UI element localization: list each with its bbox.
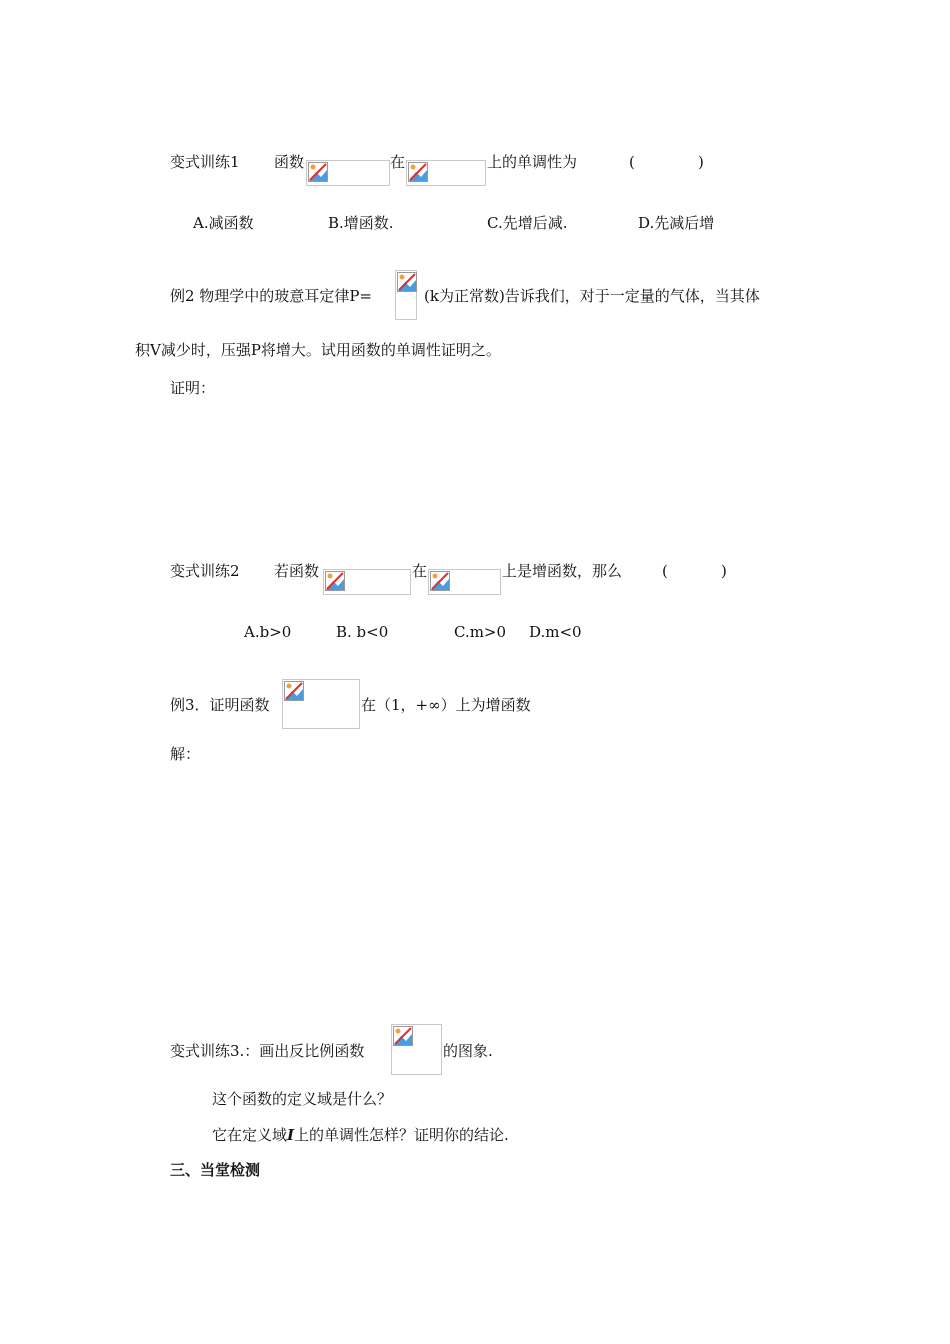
v1-text-function: 函数 [274, 153, 305, 171]
v1-option-d: D.先减后增 [638, 214, 715, 232]
ex3-formula-image [282, 679, 360, 729]
broken-image-icon [397, 272, 417, 292]
v3-text-end: 的图象. [443, 1042, 493, 1060]
v1-paren-close: ) [698, 153, 704, 171]
v3-question-domain: 这个函数的定义域是什么？ [212, 1090, 393, 1108]
broken-image-icon [408, 162, 428, 182]
v2-option-c: C.m>0 [454, 623, 507, 641]
v2-paren-open: ( [662, 562, 668, 580]
v1-option-a: A.减函数 [193, 214, 254, 232]
ex2-formula-image [395, 270, 417, 320]
ex3-text-start: 例3．证明函数 [170, 696, 270, 714]
v2-text-increasing: 上是增函数，那么 [502, 562, 623, 580]
v1-text-monotonic: 上的单调性为 [487, 153, 578, 171]
v2-text-if: 若函数 [274, 562, 320, 580]
v2-paren-close: ) [721, 562, 727, 580]
ex2-line1-end: (k为正常数)告诉我们，对于一定量的气体，当其体 [424, 287, 760, 305]
broken-image-icon [393, 1026, 413, 1046]
v2-label: 变式训练2 [170, 562, 240, 580]
v1-option-c: C.先增后减. [487, 214, 568, 232]
ex2-proof-label: 证明： [170, 379, 216, 397]
v1-paren-open: ( [629, 153, 635, 171]
v3-formula-image [391, 1024, 442, 1075]
v2-option-d: D.m<0 [529, 623, 582, 641]
v2-text-at: 在 [412, 562, 428, 580]
section-heading-check: 三、当堂检测 [170, 1161, 261, 1179]
v1-formula-image-1 [306, 160, 390, 186]
broken-image-icon [430, 571, 450, 591]
v3-q2-italic-i: I [287, 1126, 295, 1144]
v3-question-monotonic [212, 1125, 509, 1145]
v1-option-b: B.增函数. [328, 214, 394, 232]
ex2-line2: 积V减少时，压强P将增大。试用函数的单调性证明之。 [135, 341, 501, 359]
v2-formula-image-2 [428, 569, 501, 595]
v2-option-a: A.b>0 [244, 623, 292, 641]
ex3-text-end: 在（1，+∞）上为增函数 [361, 696, 531, 714]
v2-formula-image-1 [323, 569, 411, 595]
v3-q2-end: 上的单调性怎样？证明你的结论. [294, 1126, 509, 1144]
v3-q2-start: 它在定义域 [212, 1126, 288, 1144]
v1-formula-image-2 [406, 160, 486, 186]
ex2-line1-start: 例2 物理学中的玻意耳定律P= [170, 287, 372, 305]
broken-image-icon [325, 571, 345, 591]
broken-image-icon [308, 162, 328, 182]
v1-label: 变式训练1 [170, 153, 240, 171]
v3-text-start: 变式训练3.：画出反比例函数 [170, 1042, 365, 1060]
broken-image-icon [284, 681, 304, 701]
ex3-solution-label: 解： [170, 745, 201, 763]
v1-text-at: 在 [390, 153, 406, 171]
v2-option-b: B. b<0 [336, 623, 389, 641]
